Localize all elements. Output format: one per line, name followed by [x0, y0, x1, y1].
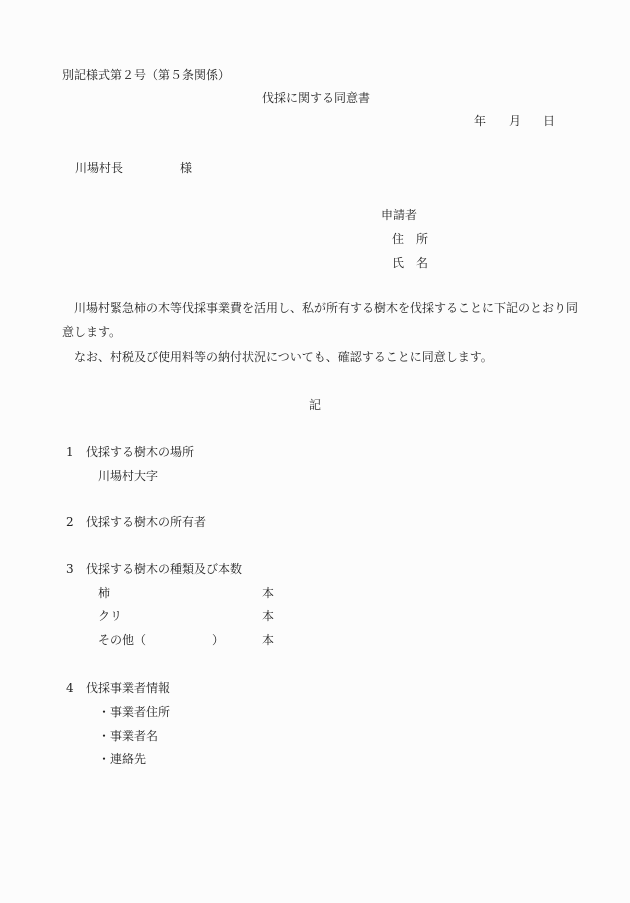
contractor-contact-bullet: ・連絡先 [98, 752, 147, 766]
item-label: 伐採事業者情報 [86, 681, 171, 695]
ki-heading: 記 [309, 398, 322, 412]
item-label: 伐採する樹木の所有者 [86, 515, 207, 529]
form-label: 別記様式第２号（第５条関係） [62, 68, 231, 82]
item-label: 伐採する樹木の場所 [86, 445, 195, 459]
tree-kind-close: ） [212, 633, 225, 647]
tree-unit: 本 [262, 609, 275, 623]
item-location-value: 川場村大字 [98, 469, 159, 483]
item-number: 3 [66, 562, 74, 576]
item-number: 1 [66, 445, 74, 459]
applicant-name-label: 氏 名 [392, 256, 429, 270]
tree-unit: 本 [262, 586, 275, 600]
document-title: 伐採に関する同意書 [262, 91, 371, 105]
applicant-address-label: 住 所 [392, 232, 429, 246]
body-paragraph-2: なお、村税及び使用料等の納付状況についても、確認することに同意します。 [74, 350, 493, 364]
date-year: 年 [474, 114, 487, 128]
recipient-honorific: 様 [180, 161, 193, 175]
tree-kind: 柿 [98, 586, 111, 600]
body-paragraph-1-line-2: 意します。 [62, 325, 122, 339]
item-label: 伐採する樹木の種類及び本数 [86, 562, 243, 576]
item-number: 4 [66, 681, 74, 695]
tree-kind: その他（ [98, 633, 147, 647]
applicant-heading: 申請者 [381, 208, 418, 222]
tree-unit: 本 [262, 633, 275, 647]
date-day: 日 [543, 114, 556, 128]
body-paragraph-1-line-1: 川場村緊急柿の木等伐採事業費を活用し、私が所有する樹木を伐採することに下記のとおり同 [74, 301, 579, 315]
contractor-name-bullet: ・事業者名 [98, 729, 159, 743]
item-number: 2 [66, 515, 74, 529]
contractor-address-bullet: ・事業者住所 [98, 705, 171, 719]
tree-kind: クリ [98, 609, 123, 623]
date-month: 月 [509, 114, 522, 128]
recipient-name: 川場村長 [75, 161, 124, 175]
